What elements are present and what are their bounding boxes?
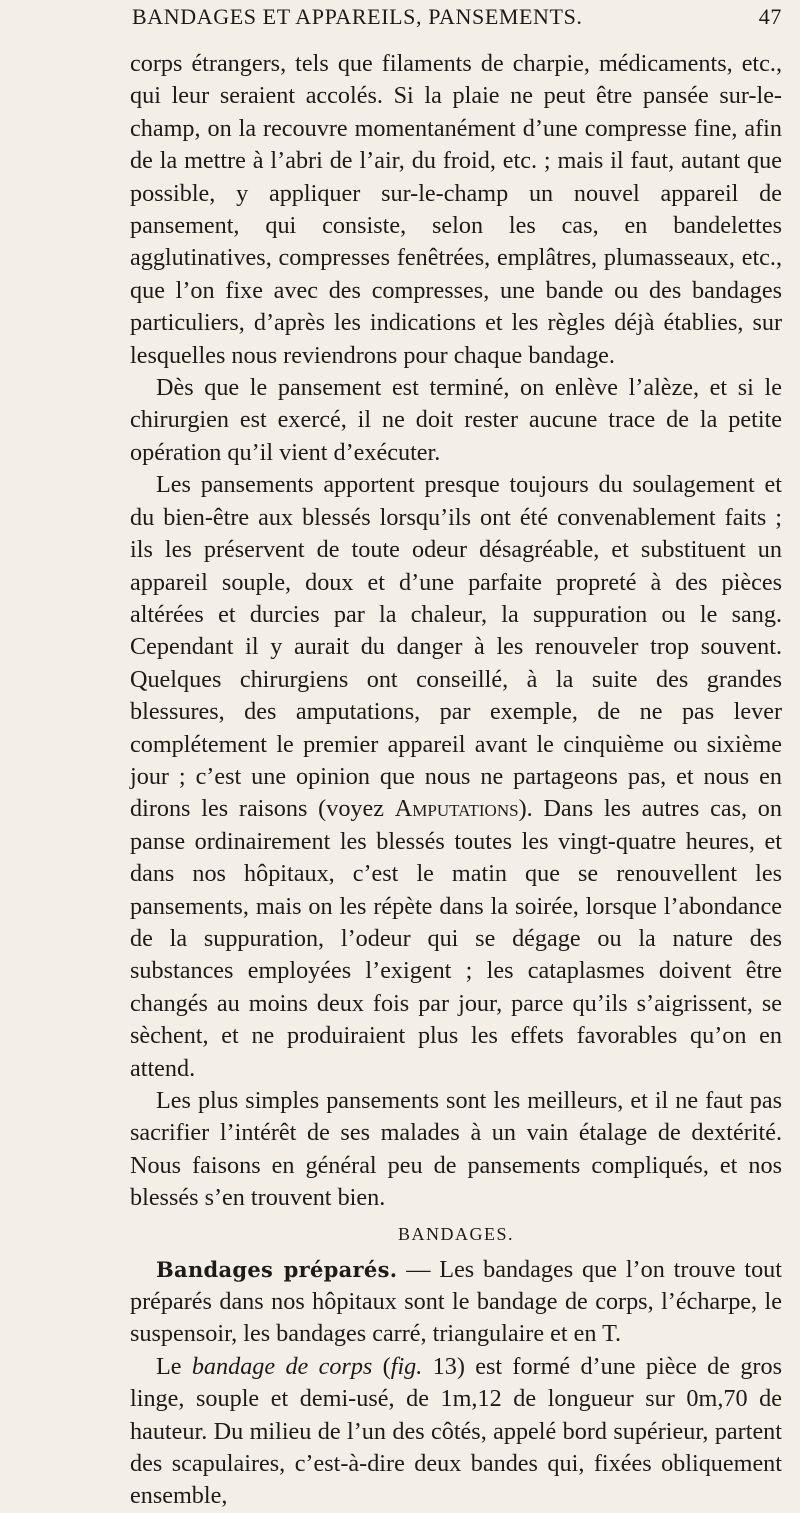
paragraph-pansement-termine: Dès que le pansement est terminé, on enlève l’alèze, et si le chirurgien est exercé, il ne doit rester aucune trace de la petite opération qu’il vient d’exécuter. — [130, 374, 782, 466]
bandage-lead: Le — [156, 1352, 192, 1380]
body-text — [130, 48, 782, 1513]
figure-number: 13) — [422, 1352, 476, 1380]
paragraph-bandages-prepares-text: — Les bandages que l’on trouve tout préparés dans nos hôpitaux sont le bandage de corps, l’écharpe, le suspensoir, les bandages carré, triangulaire et en T. — [130, 1255, 782, 1348]
fig-open: ( — [372, 1352, 391, 1380]
paragraph-soulagement-continued: ). Dans les autres cas, on panse ordinairement les blessés toutes les vingt-quatre heures, et dans nos hôpitaux, c’est le matin que se renouvellent les pansements, mais on les répète dans la soirée, lorsque l’abondance de la suppuration, l’odeur qui se dégage ou la nature des substances employées l’exigent ; les cataplasmes doivent être changés au moins deux fois par jour, parce qu’ils s’aigrissent, se sèchent, et ne produiraient plus les effets favorables qu’on en attend. — [130, 795, 782, 1082]
paragraph-bandage-de-corps-text: est formé d’une pièce de gros linge, souple et demi-usé, de 1m,12 de longueur sur 0m,70 de hauteur. Du milieu de l’un des côtés, appelé bord supérieur, partent des scapulaires, c’est-à-dire deux bandes qui, fixées obliquement ensemble, — [130, 1352, 782, 1510]
paragraph-bandages-prepares — [130, 1254, 782, 1351]
paragraph-simples-pansements: Les plus simples pansements sont les meilleurs, et il ne faut pas sacrifier l’intérêt de ses malades à un vain étalage de dextérité. Nous faisons en général peu de pansements compliqués, et nos blessés s’en trouvent bien. — [130, 1087, 782, 1212]
cross-reference-amputations: Amputations — [394, 795, 519, 823]
paragraph-continuation: corps étrangers, tels que filaments de charpie, médicaments, etc., qui leur seraient accolés. Si la plaie ne peut être pansée sur-le-champ, on la recouvre momentanément d’une compresse fine, afin de la mettre à l’abri de l’air, du froid, etc. ; mais il faut, autant que possible, y appliquer sur-le-champ un nouvel appareil de pansement, qui consiste, selon les cas, en bandelettes agglutinatives, compresses fenêtrées, emplâtres, plumasseaux, etc., que l’on fixe avec des compresses, une bande ou des bandages particuliers, d’après les indications et les règles déjà établies, sur lesquelles nous reviendrons pour chaque bandage. — [130, 50, 782, 369]
paragraph-soulagement-text: Les pansements apportent presque toujours du soulagement et du bien-être aux blessés lorsqu’ils ont été convenablement faits ; ils les préservent de toute odeur désagréable, et substituent un appareil souple, doux et d’une parfaite propreté à des pièces altérées et durcies par la chaleur, la suppuration ou le sang. Cependant il y aurait du danger à les renouveler trop souvent. Quelques chirurgiens ont conseillé, à la suite des grandes blessures, des amputations, par exemple, de ne pas lever complétement le premier appareil avant le cinquième ou sixième jour ; c’est une opinion que nous ne partageons pas, et nous en dirons les raisons (voyez — [130, 471, 782, 823]
section-heading-bandages: BANDAGES. — [397, 1223, 514, 1244]
term-bandage-de-corps: bandage de corps — [191, 1352, 373, 1380]
running-head — [96, 4, 782, 44]
run-in-heading: Bandages préparés. — [156, 1256, 398, 1282]
paragraph-bandage-de-corps — [130, 1351, 782, 1513]
page-number: 47 — [758, 4, 782, 29]
figure-reference: fig. — [390, 1352, 423, 1380]
paragraph-soulagement — [130, 469, 782, 1085]
running-head-title: BANDAGES ET APPAREILS, PANSEMENTS. — [132, 4, 583, 29]
